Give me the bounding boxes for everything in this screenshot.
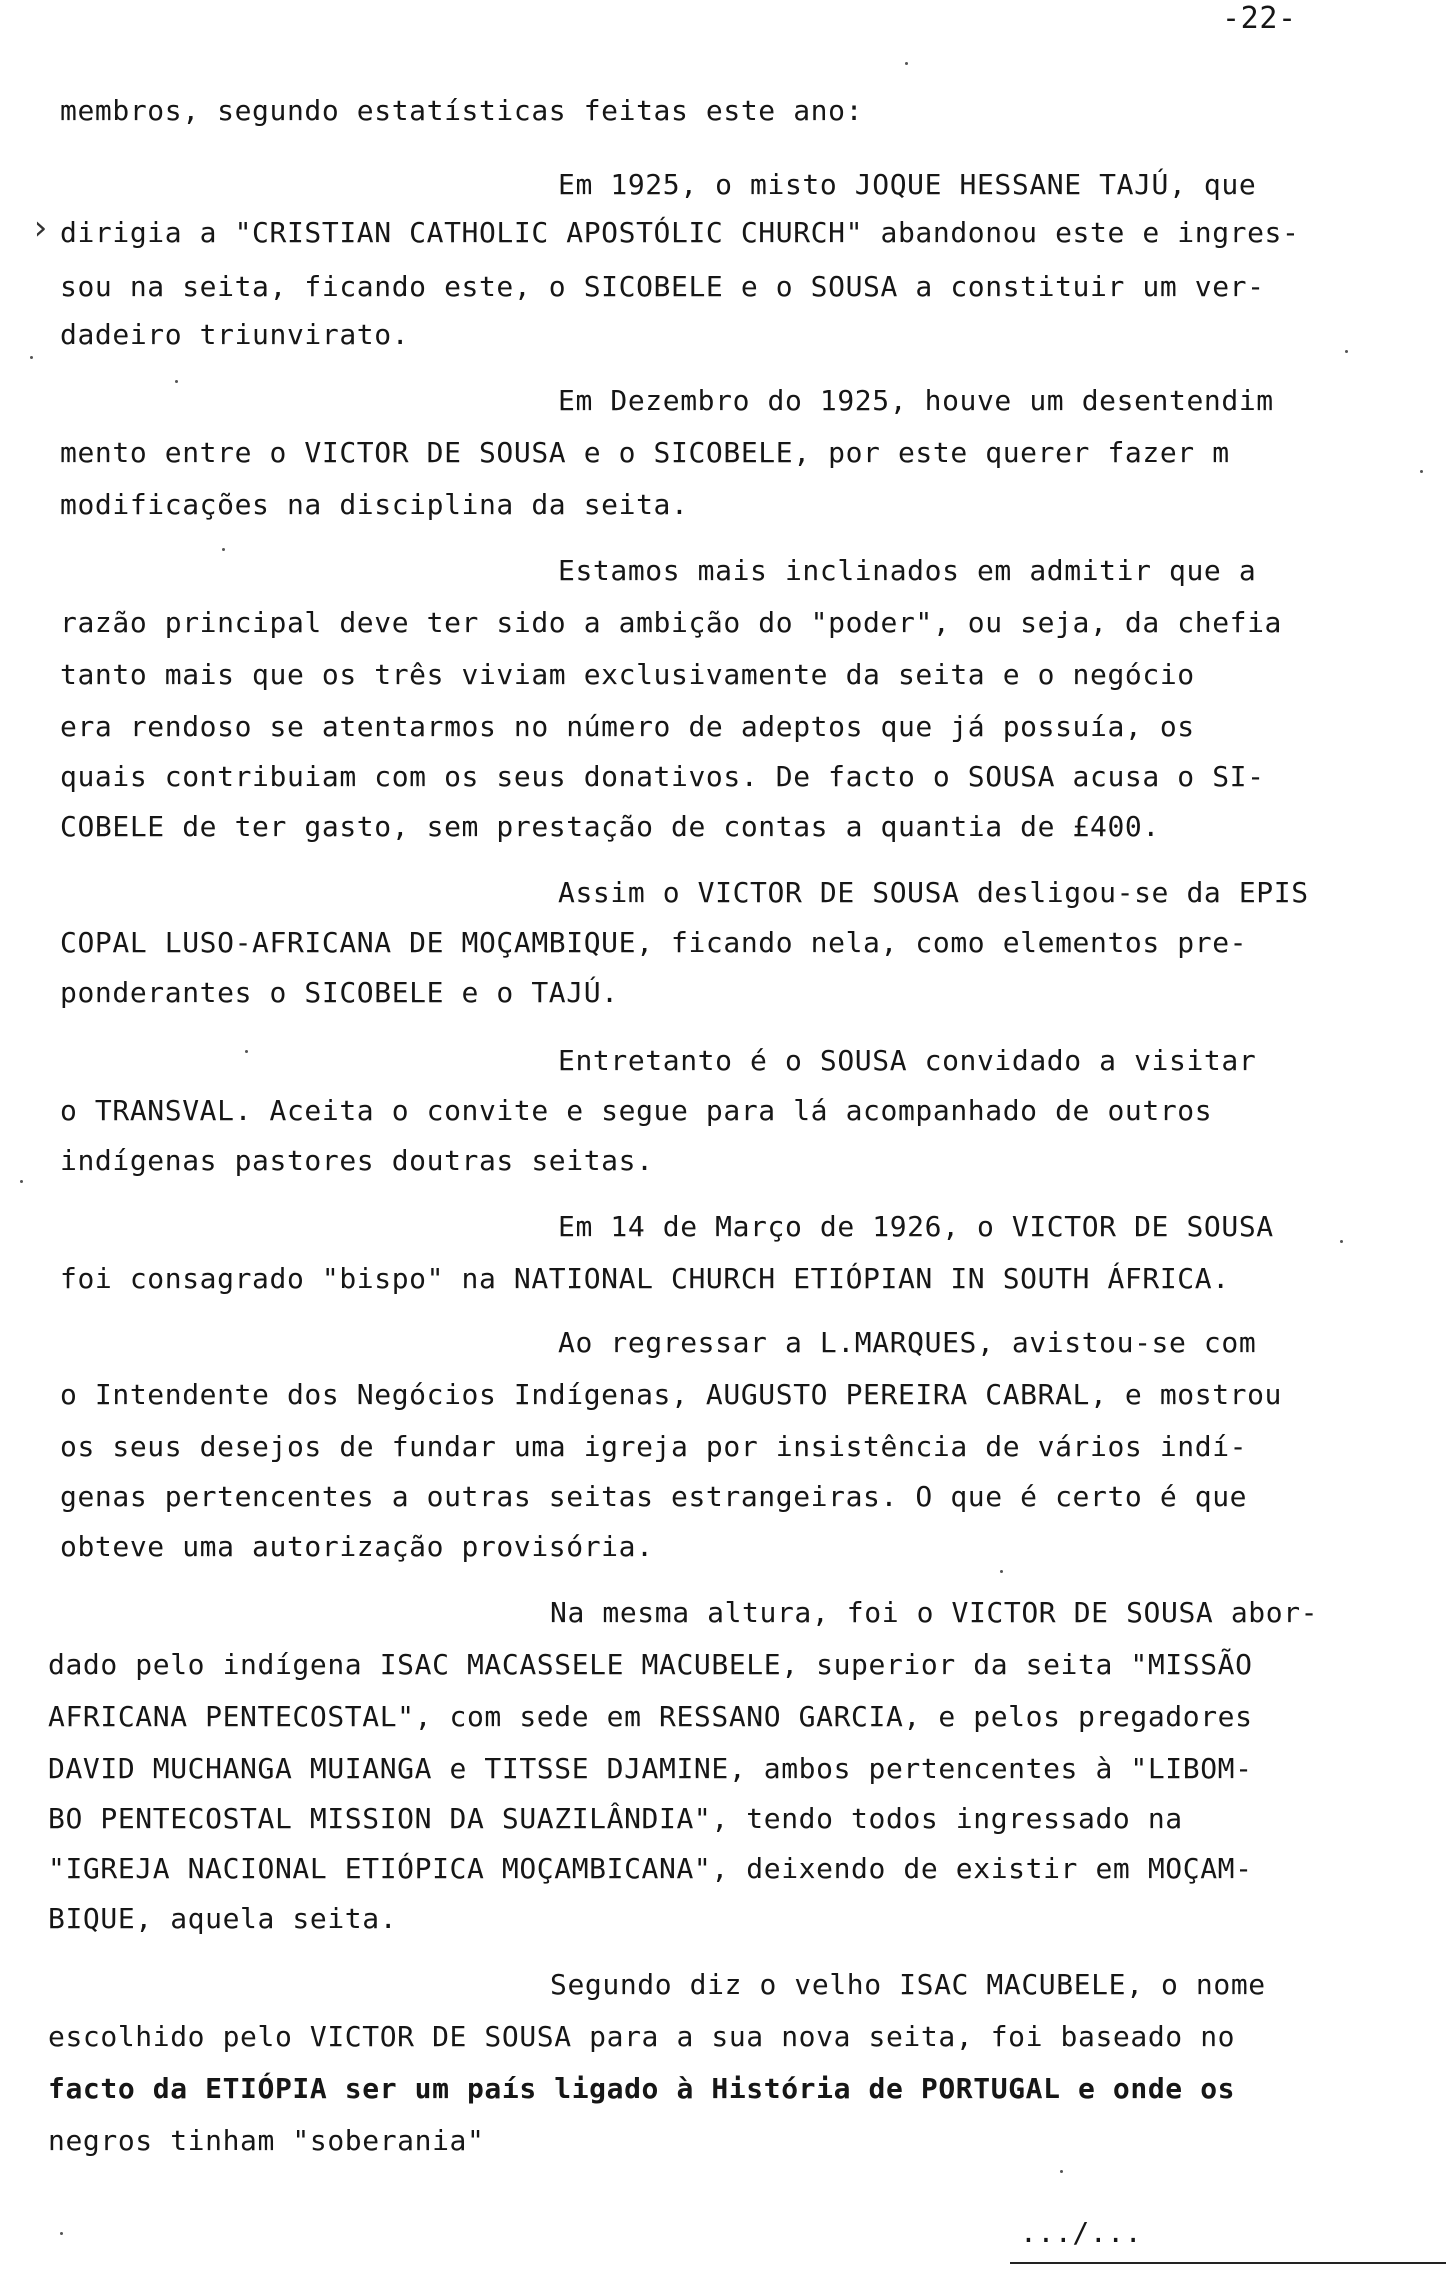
page-number: -22-	[1222, 1, 1297, 36]
text-line-16: COPAL LUSO-AFRICANA DE MOÇAMBIQUE, ficando nela, como elementos pre-	[60, 926, 1248, 959]
text-line-23: Ao regressar a L.MARQUES, avistou-se com	[558, 1326, 1257, 1359]
text-line-31: DAVID MUCHANGA MUIANGA e TITSSE DJAMINE, ambos pertencentes à "LIBOM-	[48, 1752, 1253, 1785]
text-line-19: o TRANSVAL. Aceita o convite e segue para lá acompanhado de outros	[60, 1094, 1213, 1127]
text-line-9: Estamos mais inclinados em admitir que a	[558, 554, 1257, 587]
text-line-28: Na mesma altura, foi o VICTOR DE SOUSA abor-	[550, 1596, 1319, 1629]
text-line-15: Assim o VICTOR DE SOUSA desligou-se da EPIS	[558, 876, 1309, 909]
text-line-14: COBELE de ter gasto, sem prestação de contas a quantia de £400.	[60, 810, 1160, 843]
scan-speck	[245, 1050, 248, 1053]
bottom-rule	[1010, 2262, 1446, 2264]
scan-speck	[1060, 2170, 1063, 2173]
text-line-33: "IGREJA NACIONAL ETIÓPICA MOÇAMBICANA", deixendo de existir em MOÇAM-	[48, 1852, 1253, 1885]
text-line-35: Segundo diz o velho ISAC MACUBELE, o nome	[550, 1968, 1266, 2001]
scan-speck	[1340, 1240, 1343, 1243]
text-line-29: dado pelo indígena ISAC MACASSELE MACUBELE, superior da seita "MISSÃO	[48, 1648, 1253, 1681]
text-line-8: modificações na disciplina da seita.	[60, 488, 689, 521]
text-line-22: foi consagrado "bispo" na NATIONAL CHURCH ETIÓPIAN IN SOUTH ÁFRICA.	[60, 1262, 1230, 1295]
scan-speck	[1000, 1570, 1003, 1573]
text-line-3: dirigia a "CRISTIAN CATHOLIC APOSTÓLIC CHURCH" abandonou este e ingres-	[60, 216, 1300, 249]
scan-speck	[60, 2232, 63, 2235]
text-line-30: AFRICANA PENTECOSTAL", com sede em RESSANO GARCIA, e pelos pregadores	[48, 1700, 1253, 1733]
text-line-10: razão principal deve ter sido a ambição do "poder", ou seja, da chefia	[60, 606, 1283, 639]
text-line-34: BIQUE, aquela seita.	[48, 1902, 398, 1935]
text-line-2: Em 1925, o misto JOQUE HESSANE TAJÚ, que	[558, 168, 1257, 201]
text-line-6: Em Dezembro do 1925, houve um desentendim	[558, 384, 1274, 417]
scan-speck	[175, 380, 178, 383]
text-line-21: Em 14 de Março de 1926, o VICTOR DE SOUSA	[558, 1210, 1274, 1243]
text-line-26: genas pertencentes a outras seitas estrangeiras. O que é certo é que	[60, 1480, 1248, 1513]
text-line-1: membros, segundo estatísticas feitas este ano:	[60, 94, 864, 127]
scan-speck	[30, 356, 33, 359]
scan-speck	[222, 548, 225, 551]
margin-arrow-mark: ›	[30, 208, 51, 248]
continuation-marker: .../...	[1020, 2216, 1143, 2249]
text-line-37: facto da ETIÓPIA ser um país ligado à História de PORTUGAL e onde os	[48, 2072, 1236, 2105]
text-line-24: o Intendente dos Negócios Indígenas, AUGUSTO PEREIRA CABRAL, e mostrou	[60, 1378, 1283, 1411]
text-line-17: ponderantes o SICOBELE e o TAJÚ.	[60, 976, 619, 1009]
text-line-32: BO PENTECOSTAL MISSION DA SUAZILÂNDIA", tendo todos ingressado na	[48, 1802, 1183, 1835]
text-line-36: escolhido pelo VICTOR DE SOUSA para a sua nova seita, foi baseado no	[48, 2020, 1236, 2053]
text-line-7: mento entre o VICTOR DE SOUSA e o SICOBELE, por este querer fazer m	[60, 436, 1230, 469]
scan-speck	[20, 1180, 23, 1183]
text-line-25: os seus desejos de fundar uma igreja por insistência de vários indí-	[60, 1430, 1248, 1463]
text-line-12: era rendoso se atentarmos no número de adeptos que já possuía, os	[60, 710, 1195, 743]
text-line-11: tanto mais que os três viviam exclusivamente da seita e o negócio	[60, 658, 1195, 691]
text-line-5: dadeiro triunvirato.	[60, 318, 410, 351]
text-line-20: indígenas pastores doutras seitas.	[60, 1144, 654, 1177]
text-line-27: obteve uma autorização provisória.	[60, 1530, 654, 1563]
scan-speck	[1345, 350, 1348, 353]
text-line-18: Entretanto é o SOUSA convidado a visitar	[558, 1044, 1257, 1077]
scan-speck	[1420, 470, 1423, 473]
text-line-38: negros tinham "soberania"	[48, 2124, 485, 2157]
scan-speck	[905, 62, 908, 65]
text-line-4: sou na seita, ficando este, o SICOBELE e o SOUSA a constituir um ver-	[60, 270, 1265, 303]
text-line-13: quais contribuiam com os seus donativos. De facto o SOUSA acusa o SI-	[60, 760, 1265, 793]
